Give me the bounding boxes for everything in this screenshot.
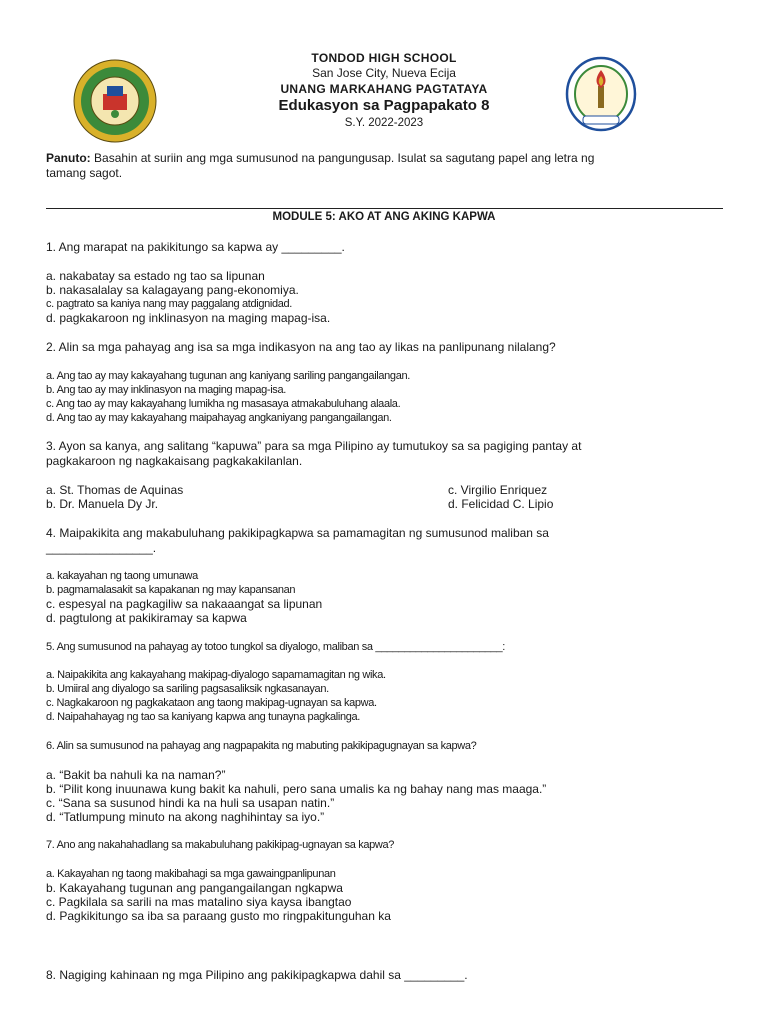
question-5: 5. Ang sumusunod na pahayag ay totoo tungkol sa diyalogo, maliban sa ______________________:: [46, 641, 505, 653]
module-title: MODULE 5: AKO AT ANG AKING KAPWA: [272, 211, 496, 223]
q6-choice-a: a. “Bakit ba nahuli ka na naman?”: [46, 768, 226, 782]
divider-line: [46, 208, 723, 209]
question-4-line-2: ________________.: [46, 541, 157, 555]
q3-choice-a: a. St. Thomas de Aquinas: [46, 483, 184, 497]
q3-choice-c: c. Virgilio Enriquez: [448, 483, 548, 497]
q3-choice-d: d. Felicidad C. Lipio: [448, 497, 554, 511]
q5-choice-d: d. Naipahahayag ng tao sa kaniyang kapwa ang tunayna pagkalinga.: [46, 711, 360, 723]
question-2: 2. Alin sa mga pahayag ang isa sa mga indikasyon na ang tao ay likas na panlipunang nilalang?: [46, 340, 556, 354]
q3-choice-b: b. Dr. Manuela Dy Jr.: [46, 497, 159, 511]
q2-choice-c: c. Ang tao ay may kakayahang lumikha ng masasaya atmakabuluhang alaala.: [46, 398, 401, 410]
q7-choice-a: a. Kakayahan ng taong makibahagi sa mga gawaingpanlipunan: [46, 868, 336, 880]
q7-choice-c: c. Pagkilala sa sarili na mas matalino siya kaysa ibangtao: [46, 895, 352, 909]
q6-choice-b: b. “Pilit kong inuunawa kung bakit ka nahuli, pero sana umalis ka ng bahay nang mas maaga.”: [46, 782, 547, 796]
q1-choice-a: a. nakabatay sa estado ng tao sa lipunan: [46, 269, 265, 283]
q4-choice-c: c. espesyal na pagkagiliw sa nakaaangat sa lipunan: [46, 597, 323, 611]
q4-choice-b: b. pagmamalasakit sa kapakanan ng may kapansanan: [46, 584, 296, 596]
q2-choice-a: a. Ang tao ay may kakayahang tugunan ang kaniyang sariling pangangailangan.: [46, 370, 410, 382]
question-3-line-1: 3. Ayon sa kanya, ang salitang “kapuwa” para sa mga Pilipino ay tumutukoy sa sa pagiging pantay at: [46, 439, 582, 453]
q6-choice-d: d. “Tatlumpung minuto na akong naghihintay sa iyo.”: [46, 810, 325, 824]
q7-choice-d: d. Pagkikitungo sa iba sa paraang gusto mo ringpakitunguhan ka: [46, 909, 391, 923]
instructions-line-1: [46, 151, 594, 165]
q2-choice-b: b. Ang tao ay may inklinasyon na maging mapag-isa.: [46, 384, 286, 396]
q1-choice-b: b. nakasalalay sa kalagayang pang-ekonomiya.: [46, 283, 299, 297]
q2-choice-d: d. Ang tao ay may kakayahang maipahayag angkaniyang pangangailangan.: [46, 412, 392, 424]
school-year: S.Y. 2022-2023: [344, 117, 424, 129]
school-name: TONDOD HIGH SCHOOL: [311, 51, 457, 65]
instructions-line-2: tamang sagot.: [46, 166, 123, 180]
question-6: 6. Alin sa sumusunod na pahayag ang nagpapakita ng mabuting pakikipagugnayan sa kapwa?: [46, 740, 477, 752]
q5-choice-b: b. Umiiral ang diyalogo sa sariling pagsasaliksik ngkasanayan.: [46, 683, 329, 695]
instructions-label: Panuto:: [46, 151, 91, 165]
question-1: 1. Ang marapat na pakikitungo sa kapwa ay _________.: [46, 240, 345, 254]
question-7: 7. Ano ang nakahahadlang sa makabuluhang pakikipag-ugnayan sa kapwa?: [46, 839, 395, 851]
q5-choice-a: a. Naipakikita ang kakayahang makipag-diyalogo sapamamagitan ng wika.: [46, 669, 386, 681]
q7-choice-b: b. Kakayahang tugunan ang pangangailangan ngkapwa: [46, 881, 343, 895]
q5-choice-c: c. Nagkakaroon ng pagkakataon ang taong makipag-ugnayan sa kapwa.: [46, 697, 377, 709]
q6-choice-c: c. “Sana sa susunod hindi ka na huli sa usapan natin.”: [46, 796, 335, 810]
exam-title: UNANG MARKAHANG PAGTATAYA: [280, 82, 488, 96]
tondod-high-school-logo: [565, 56, 637, 132]
instructions-text: Basahin at suriin ang mga sumusunod na pangungusap. Isulat sa sagutang papel ang letra ng: [94, 151, 595, 165]
subject-title: Edukasyon sa Pagpapakato 8: [278, 97, 490, 114]
q4-choice-d: d. pagtulong at pakikiramay sa kapwa: [46, 611, 247, 625]
q1-choice-c: c. pagtrato sa kaniya nang may paggalang atdignidad.: [46, 298, 292, 310]
q1-choice-d: d. pagkakaroon ng inklinasyon na maging mapag-isa.: [46, 311, 331, 325]
school-location: San Jose City, Nueva Ecija: [312, 66, 456, 80]
question-8: 8. Nagiging kahinaan ng mga Pilipino ang pakikipagkapwa dahil sa _________.: [46, 968, 468, 982]
q4-choice-a: a. kakayahan ng taong umunawa: [46, 570, 198, 582]
question-3-line-2: pagkakaroon ng nagkakaisang pagkakakilanlan.: [46, 454, 303, 468]
question-4-line-1: 4. Maipakikita ang makabuluhang pakikipagkapwa sa pamamagitan ng sumusunod maliban sa: [46, 526, 549, 540]
